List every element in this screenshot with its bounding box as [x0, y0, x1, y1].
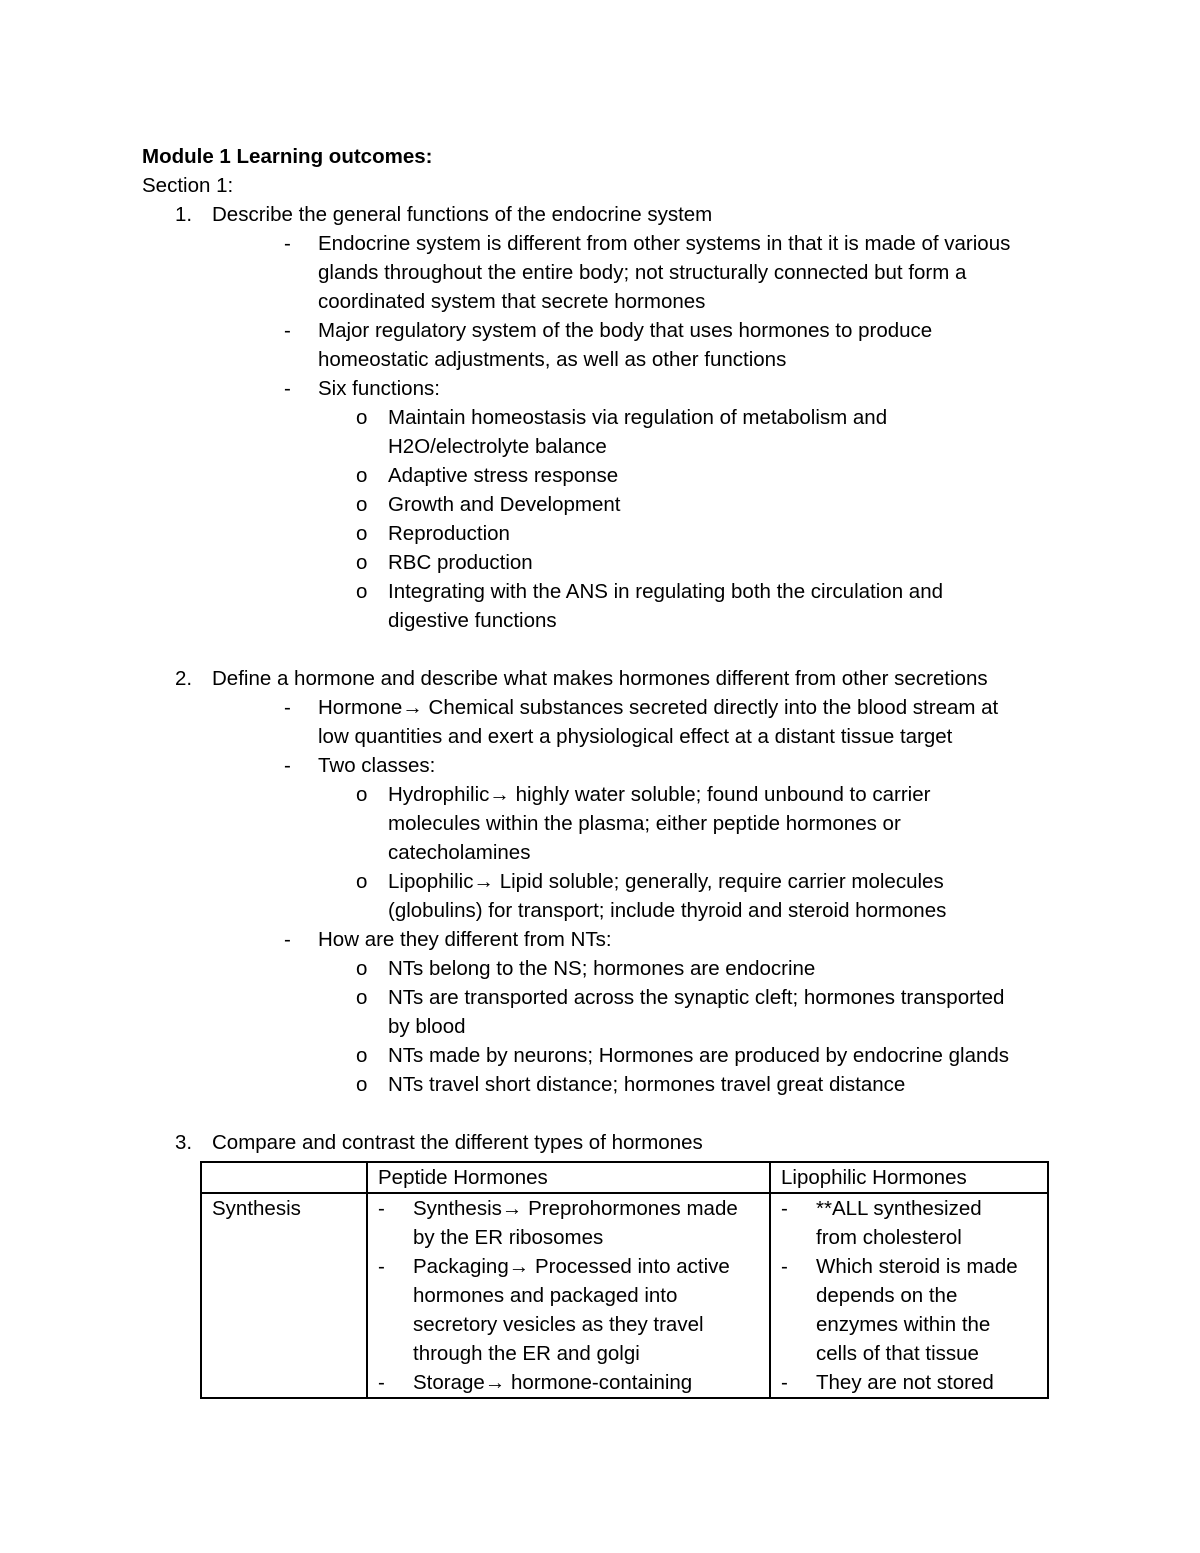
outcome-1-text: Describe the general functions of the endocrine system: [212, 203, 713, 226]
dash-marker: -: [284, 232, 291, 255]
text-line: homeostatic adjustments, as well as other functions: [318, 348, 787, 371]
arrow-icon: →: [489, 783, 510, 806]
term-label: Packaging: [413, 1255, 509, 1278]
dash-marker: -: [284, 754, 291, 777]
table-row: [201, 1193, 1048, 1398]
circle-marker: o: [356, 870, 368, 893]
outcome-3-number: 3.: [175, 1131, 193, 1154]
dash-marker: -: [284, 696, 291, 719]
term-definition: highly water soluble; found unbound to carrier: [515, 783, 931, 806]
text-line: H2O/electrolyte balance: [388, 435, 607, 458]
term-definition: Chemical substances secreted directly into the blood stream at: [428, 696, 999, 719]
text-line: through the ER and golgi: [413, 1342, 640, 1365]
outcome-3: [142, 1128, 1062, 1157]
text-line: Which steroid is made: [816, 1255, 1018, 1278]
lipophilic-cell: [770, 1193, 1048, 1398]
text-line: by blood: [388, 1015, 466, 1038]
bullet-dash: [142, 925, 1062, 954]
bullet-dash: [781, 1368, 1039, 1397]
dash-marker: -: [378, 1197, 385, 1220]
term-label: Lipophilic: [388, 870, 474, 893]
outcome-2-text: Define a hormone and describe what makes hormones different from other secretions: [212, 667, 988, 690]
bullet-circle: [142, 780, 1062, 867]
text-line: molecules within the plasma; either peptide hormones or: [388, 812, 901, 835]
circle-marker: o: [356, 406, 368, 429]
text-line: enzymes within the: [816, 1313, 991, 1336]
circle-marker: o: [356, 551, 368, 574]
text-line: Growth and Development: [388, 493, 621, 516]
text-line: catecholamines: [388, 841, 531, 864]
term-label: Hydrophilic: [388, 783, 490, 806]
text-line: Endocrine system is different from other systems in that it is made of various: [318, 232, 1011, 255]
term-definition: hormone-containing: [511, 1371, 693, 1394]
page-title: Module 1 Learning outcomes:: [142, 145, 433, 168]
table-header-cell: Peptide Hormones: [367, 1162, 770, 1193]
circle-marker: o: [356, 986, 368, 1009]
text-line: [388, 867, 1062, 896]
circle-marker: o: [356, 783, 368, 806]
circle-marker: o: [356, 522, 368, 545]
term-definition: Preprohormones made: [528, 1197, 738, 1220]
bullet-circle: [142, 403, 1062, 461]
text-line: NTs belong to the NS; hormones are endocrine: [388, 957, 816, 980]
term-label: Synthesis: [413, 1197, 502, 1220]
text-line: [413, 1252, 761, 1281]
bullet-circle: [142, 867, 1062, 925]
text-line: Major regulatory system of the body that uses hormones to produce: [318, 319, 933, 342]
dash-marker: -: [781, 1255, 788, 1278]
text-line: RBC production: [388, 551, 533, 574]
text-line: cells of that tissue: [816, 1342, 979, 1365]
text-line: low quantities and exert a physiological effect at a distant tissue target: [318, 725, 953, 748]
bullet-dash: [378, 1252, 761, 1368]
bullet-circle: [142, 954, 1062, 983]
dash-marker: -: [284, 319, 291, 342]
text-line: glands throughout the entire body; not structurally connected but form a: [318, 261, 967, 284]
spacer: [142, 635, 1062, 664]
dash-marker: -: [284, 928, 291, 951]
text-line: NTs travel short distance; hormones travel great distance: [388, 1073, 906, 1096]
text-line: depends on the: [816, 1284, 958, 1307]
arrow-icon: →: [402, 696, 423, 719]
term-label: Storage: [413, 1371, 485, 1394]
dash-marker: -: [378, 1371, 385, 1394]
dash-marker: -: [781, 1371, 788, 1394]
bullet-circle: [142, 1041, 1062, 1070]
bullet-dash: [142, 316, 1062, 374]
circle-marker: o: [356, 464, 368, 487]
outcome-3-text: Compare and contrast the different types of hormones: [212, 1131, 703, 1154]
arrow-icon: →: [484, 1371, 506, 1394]
text-line: [318, 693, 1062, 722]
text-line: Two classes:: [318, 754, 436, 777]
text-line: Reproduction: [388, 522, 510, 545]
text-line: hormones and packaged into: [413, 1284, 678, 1307]
dash-marker: -: [284, 377, 291, 400]
dash-marker: -: [378, 1255, 385, 1278]
bullet-circle: [142, 548, 1062, 577]
circle-marker: o: [356, 957, 368, 980]
row-label-cell: Synthesis: [201, 1193, 367, 1398]
document-body: [142, 142, 1062, 1157]
text-line: Six functions:: [318, 377, 440, 400]
bullet-dash: [142, 229, 1062, 316]
circle-marker: o: [356, 1044, 368, 1067]
bullet-dash: [781, 1194, 1039, 1252]
bullet-circle: [142, 1070, 1062, 1099]
arrow-icon: →: [501, 1197, 523, 1220]
table-header-row: [201, 1162, 1048, 1193]
bullet-dash: [142, 693, 1062, 751]
table-header-cell: [201, 1162, 367, 1193]
text-line: Integrating with the ANS in regulating both the circulation and: [388, 580, 943, 603]
text-line: They are not stored: [816, 1371, 994, 1394]
arrow-icon: →: [473, 870, 494, 893]
bullet-dash: [378, 1368, 761, 1397]
text-line: by the ER ribosomes: [413, 1226, 604, 1249]
text-line: Maintain homeostasis via regulation of metabolism and: [388, 406, 888, 429]
term-definition: Processed into active: [534, 1255, 730, 1278]
term-definition: Lipid soluble; generally, require carrier molecules: [499, 870, 944, 893]
text-line: from cholesterol: [816, 1226, 962, 1249]
peptide-cell: [367, 1193, 770, 1398]
circle-marker: o: [356, 1073, 368, 1096]
outcome-2-number: 2.: [175, 667, 193, 690]
text-line: **ALL synthesized: [816, 1197, 982, 1220]
outcome-1: [142, 200, 1062, 229]
text-line: Adaptive stress response: [388, 464, 619, 487]
term-label: Hormone: [318, 696, 403, 719]
bullet-circle: [142, 461, 1062, 490]
bullet-dash: [781, 1252, 1039, 1368]
text-line: digestive functions: [388, 609, 557, 632]
text-line: [388, 780, 1062, 809]
bullet-dash: [378, 1194, 761, 1252]
arrow-icon: →: [508, 1255, 530, 1278]
section-heading: Section 1:: [142, 174, 234, 197]
bullet-circle: [142, 577, 1062, 635]
outcome-1-number: 1.: [175, 203, 193, 226]
bullet-circle: [142, 490, 1062, 519]
text-line: [413, 1368, 761, 1397]
text-line: NTs made by neurons; Hormones are produced by endocrine glands: [388, 1044, 1010, 1067]
table-header-cell: Lipophilic Hormones: [770, 1162, 1048, 1193]
text-line: coordinated system that secrete hormones: [318, 290, 706, 313]
spacer: [142, 1099, 1062, 1128]
text-line: How are they different from NTs:: [318, 928, 612, 951]
text-line: [413, 1194, 761, 1223]
text-line: secretory vesicles as they travel: [413, 1313, 704, 1336]
outcome-2: [142, 664, 1062, 693]
dash-marker: -: [781, 1197, 788, 1220]
text-line: NTs are transported across the synaptic cleft; hormones transported: [388, 986, 1005, 1009]
hormone-comparison-table: [200, 1161, 1049, 1399]
circle-marker: o: [356, 493, 368, 516]
bullet-circle: [142, 983, 1062, 1041]
bullet-dash: [142, 374, 1062, 403]
text-line: (globulins) for transport; include thyroid and steroid hormones: [388, 899, 947, 922]
bullet-circle: [142, 519, 1062, 548]
bullet-dash: [142, 751, 1062, 780]
circle-marker: o: [356, 580, 368, 603]
